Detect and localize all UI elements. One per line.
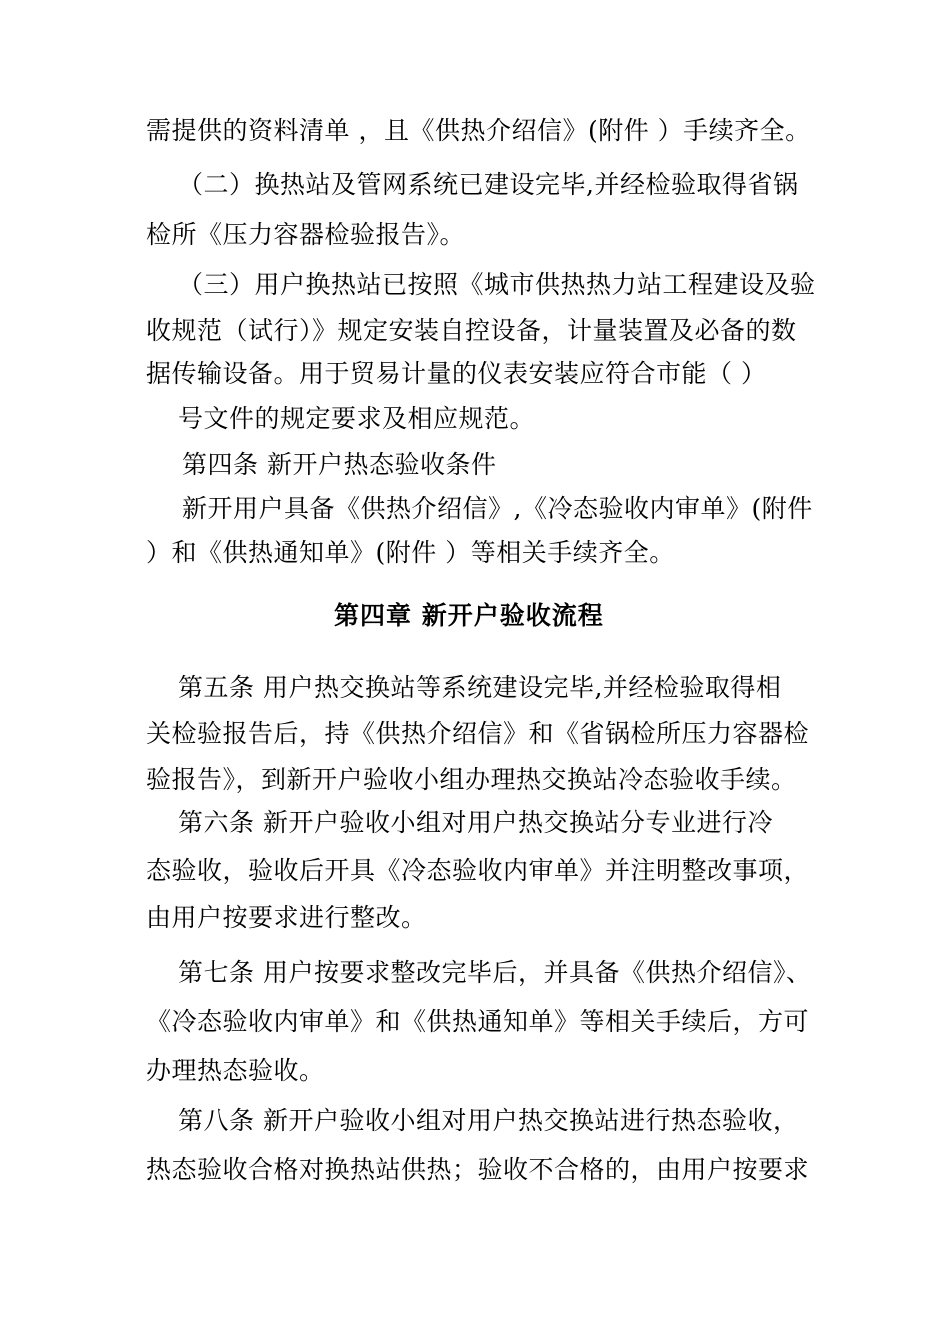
text-line: 第八条 新开户验收小组对用户热交换站进行热态验收，	[178, 1106, 799, 1135]
text-line: 第七条 用户按要求整改完毕后，并具备《供热介绍信》、	[178, 958, 812, 987]
text-line: 《冷态验收内审单》和《供热通知单》等相关手续后，方可	[146, 1007, 810, 1036]
text-line: 检所《压力容器检验报告》。	[146, 220, 466, 249]
text-line: ）和《供热通知单》(附件 ）等相关手续齐全。	[146, 538, 675, 567]
text-line: 由用户按要求进行整改。	[146, 903, 427, 932]
text-line: 办理热态验收。	[146, 1056, 325, 1085]
text-line: 热态验收合格对换热站供热；验收不合格的，由用户按要求	[146, 1155, 810, 1184]
text-line: 验报告》，到新开户验收小组办理热交换站冷态验收手续。	[146, 765, 797, 794]
text-line: 据传输设备。用于贸易计量的仪表安装应符合市能（ ）	[146, 359, 767, 388]
text-line: 态验收，验收后开具《冷态验收内审单》并注明整改事项，	[146, 856, 810, 885]
text-line: （三）用户换热站已按照《城市供热热力站工程建设及验	[178, 270, 816, 299]
text-line: 关检验报告后，持《供热介绍信》和《省锅检所压力容器检	[146, 719, 810, 748]
text-line: （二）换热站及管网系统已建设完毕,并经检验取得省锅	[178, 170, 799, 199]
text-line: 号文件的规定要求及相应规范。	[178, 404, 536, 433]
text-line: 新开用户具备《供热介绍信》,《冷态验收内审单》(附件	[182, 494, 813, 523]
text-line: 需提供的资料清单 ，且《供热介绍信》(附件 ）手续齐全。	[146, 116, 811, 145]
text-line: 第六条 新开户验收小组对用户热交换站分专业进行冷	[178, 808, 773, 837]
text-line: 第五条 用户热交换站等系统建设完毕,并经检验取得相	[178, 673, 782, 702]
text-line: 收规范（试行）》规定安装自控设备，计量装置及必备的数	[146, 316, 797, 345]
chapter-heading: 第四章 新开户验收流程	[334, 601, 604, 630]
text-line: 第四条 新开户热态验收条件	[182, 450, 497, 479]
